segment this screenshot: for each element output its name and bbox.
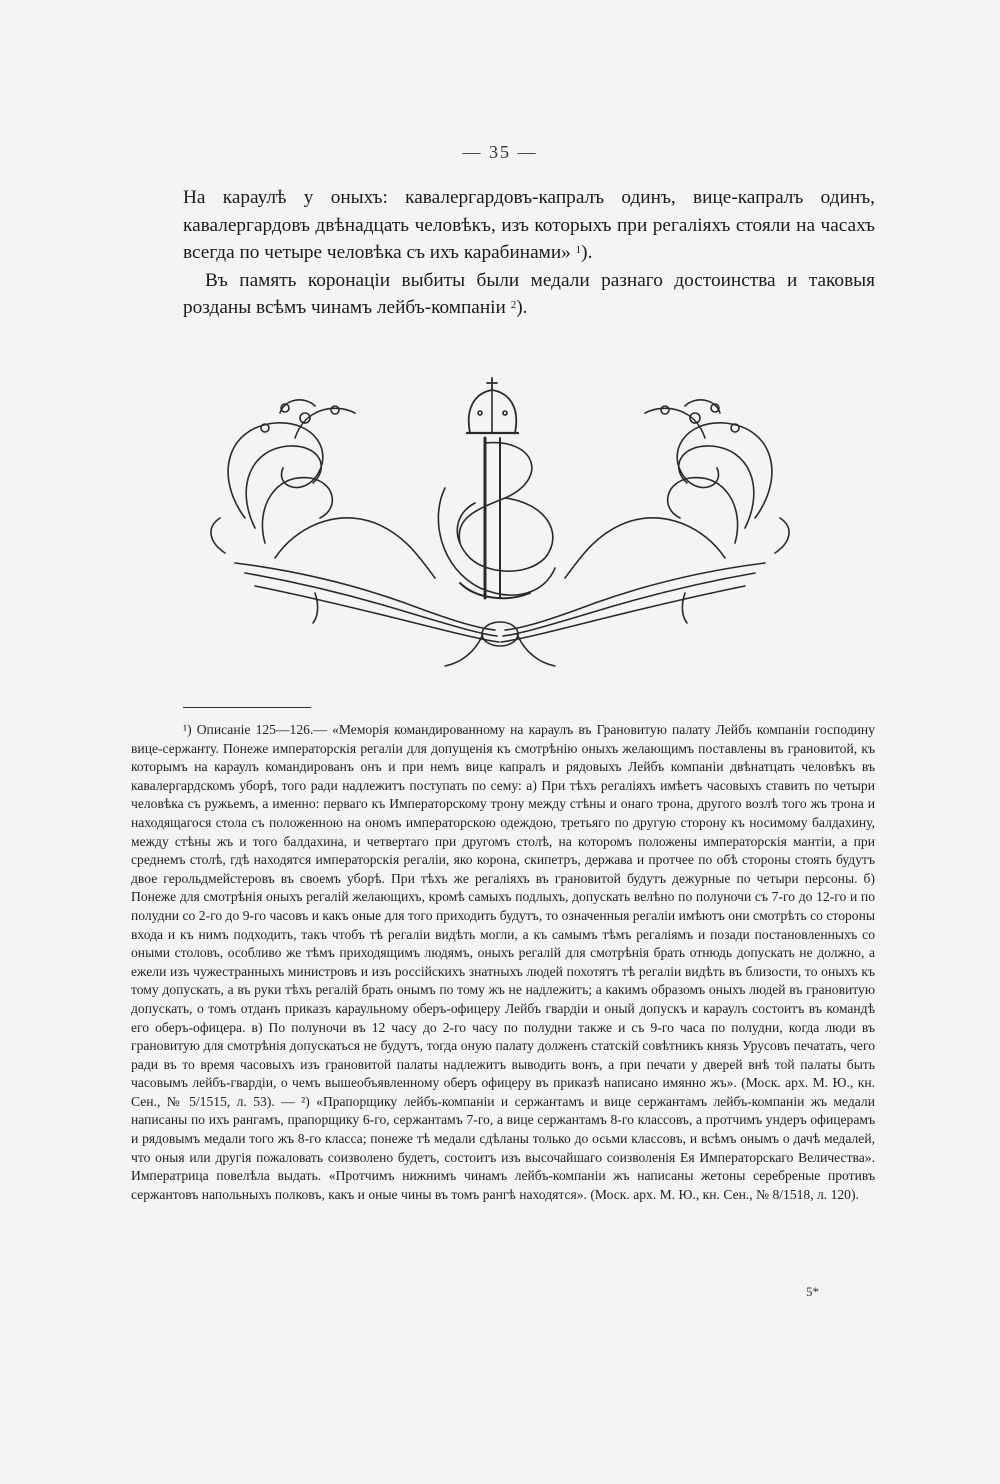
page-number: — 35 — — [462, 142, 538, 162]
paragraph-2-end: ). — [516, 297, 528, 318]
footnote-ref-1[interactable]: 1 — [575, 244, 582, 256]
paragraph-2-text: Въ память коронаціи выбиты были медали разнаго достоинства и таковыя розданы всѣмъ чинамъ лейбъ-компаніи — [183, 269, 875, 318]
footnote-text: ¹) Описаніе 125—126.— «Меморія командированному на караулъ въ Грановитую палату Лейбъ компаніи господину вице-сержанту. Понеже императорскія регаліи для допущенія къ смотрѣнію оныхъ желающимъ поставлены въ грановитой, къ которымъ на караулъ командированъ онъ и при немъ вице капралъ и рядовыхъ Лейбъ компаніи двѣнатцать человѣкъ въ кавалергардскомъ уборѣ, того ради надлежитъ поступать по сему: а) При тѣхъ регаліяхъ имѣетъ часовыхъ ставить по четыри человѣка съ ружьемъ, а именно: перваго къ Императорскому трону между стѣны и онаго трона, другого возлѣ того жъ трона и находящагося стола съ положенною на ономъ императорскою одеждою, третьяго по другую сторону къ носимому балдахину, между стѣны жъ и того балдахина, и четвертаго при другомъ столѣ, на которомъ положены императорскія мантіи, а при среднемъ столѣ, гдѣ находятся императорскія регаліи, яко корона, скипетръ, держава и протчее по обѣ стороны стоять будутъ двое герольдмейстеровъ въ своемъ уборѣ. При тѣхъ же регаліяхъ въ грановитой будутъ дежурные по четыри персоны. б) Понеже для смотрѣнія оныхъ регалій желающихъ, кромѣ самыхъ подлыхъ, допускать велѣно по полуночи съ 7-го до 12-го и по полудни со 2-го до 9-го часовъ и какъ оные для того приходить будутъ, то означенныя регаліи имѣютъ они смотрѣть со стороны входа и къ нимъ подходить, такъ чтобъ тѣ регаліи видѣть могли, а къ самымъ тѣмъ регаліямъ и позади постановленныхъ со оными столовъ, особливо же тѣмъ приходящимъ людямъ, оныхъ регалій для смотрѣнія брать отнюдь допускать не должно, а ежели изъ чужестранныхъ министровъ и изъ россійскихъ знатныхъ людей похотятъ тѣ регаліи видѣть въ близости, то оныхъ къ тому допускать, а въ руки тѣхъ регалій брать онымъ по тому жъ не надлежитъ; а какимъ образомъ оныхъ людей въ грановитую допускать, о томъ отданъ приказъ караульному оберъ-офицеру Лейбъ гвардіи и оный допускъ и караулъ состоитъ въ командѣ его оберъ-офицера. в) По полуночи въ 12 часу до 2-го часу по полудни также и съ 9-го часа по полудни, когда люди въ грановитую для смотрѣнія допускаться не будутъ, тогда оную палату долженъ статскій совѣтникъ князь Урусовъ печатать, чего ради въ то время часовыхъ изъ грановитой палаты надлежитъ выводить вонъ, а при печати у дверей внѣ той палаты быть часовымъ лейбъ-гвардіи, о чемъ вышеобъявленному оберъ офицеру въ приказѣ написано имянно жъ». (Моск. арх. М. Ю., кн. Сен., № 5/1515, л. 53). — ²) «Прапорщику лейбъ-компаніи и сержантамъ и вице сержантамъ лейбъ-компаніи жъ медали написаны по ихъ рангамъ, прапорщику 6-го, сержантамъ 7-го, а вице сержантамъ 8-го классовъ, а протчимъ ундеръ офицерамъ и рядовымъ медали того жъ 8-го класса; понеже тѣ медали сдѣланы только до осьми классовъ, и всѣмъ онымъ о дачѣ медалей, что оныя или другія пожаловать соизволено будетъ, состоитъ изъ высочайшаго соизволенія Ея Императорскаго Величества». Императрица повелѣла выдать. «Протчимъ нижнимъ чинамъ лейбъ-компаніи жъ написаны жетоны серебреные противъ сержантовъ напольныхъ полковъ, какъ и оные чины въ томъ рангѣ находятся». (Моск. арх. М. Ю., кн. Сен., № 8/1518, л. 120). — [131, 722, 875, 1202]
footnotes — [131, 721, 875, 1204]
paragraph-1-end: ). — [581, 242, 593, 263]
paragraph-1 — [183, 184, 875, 267]
footnote-ref-2[interactable]: 2 — [510, 299, 517, 311]
crowned-monogram-ornament-icon — [205, 368, 795, 668]
paragraph-1-text: На караулѣ у оныхъ: кавалергардовъ-капралъ одинъ, вице-капралъ одинъ, кавалергардовъ двѣнадцать человѣкъ, изъ которыхъ при регаліяхъ стояли на часахъ всегда по четыре человѣка съ ихъ карабинами» — [183, 187, 875, 263]
main-text — [183, 184, 875, 322]
printer-signature: 5* — [806, 1284, 819, 1299]
paragraph-2 — [183, 267, 875, 322]
footnote-divider — [183, 707, 311, 708]
